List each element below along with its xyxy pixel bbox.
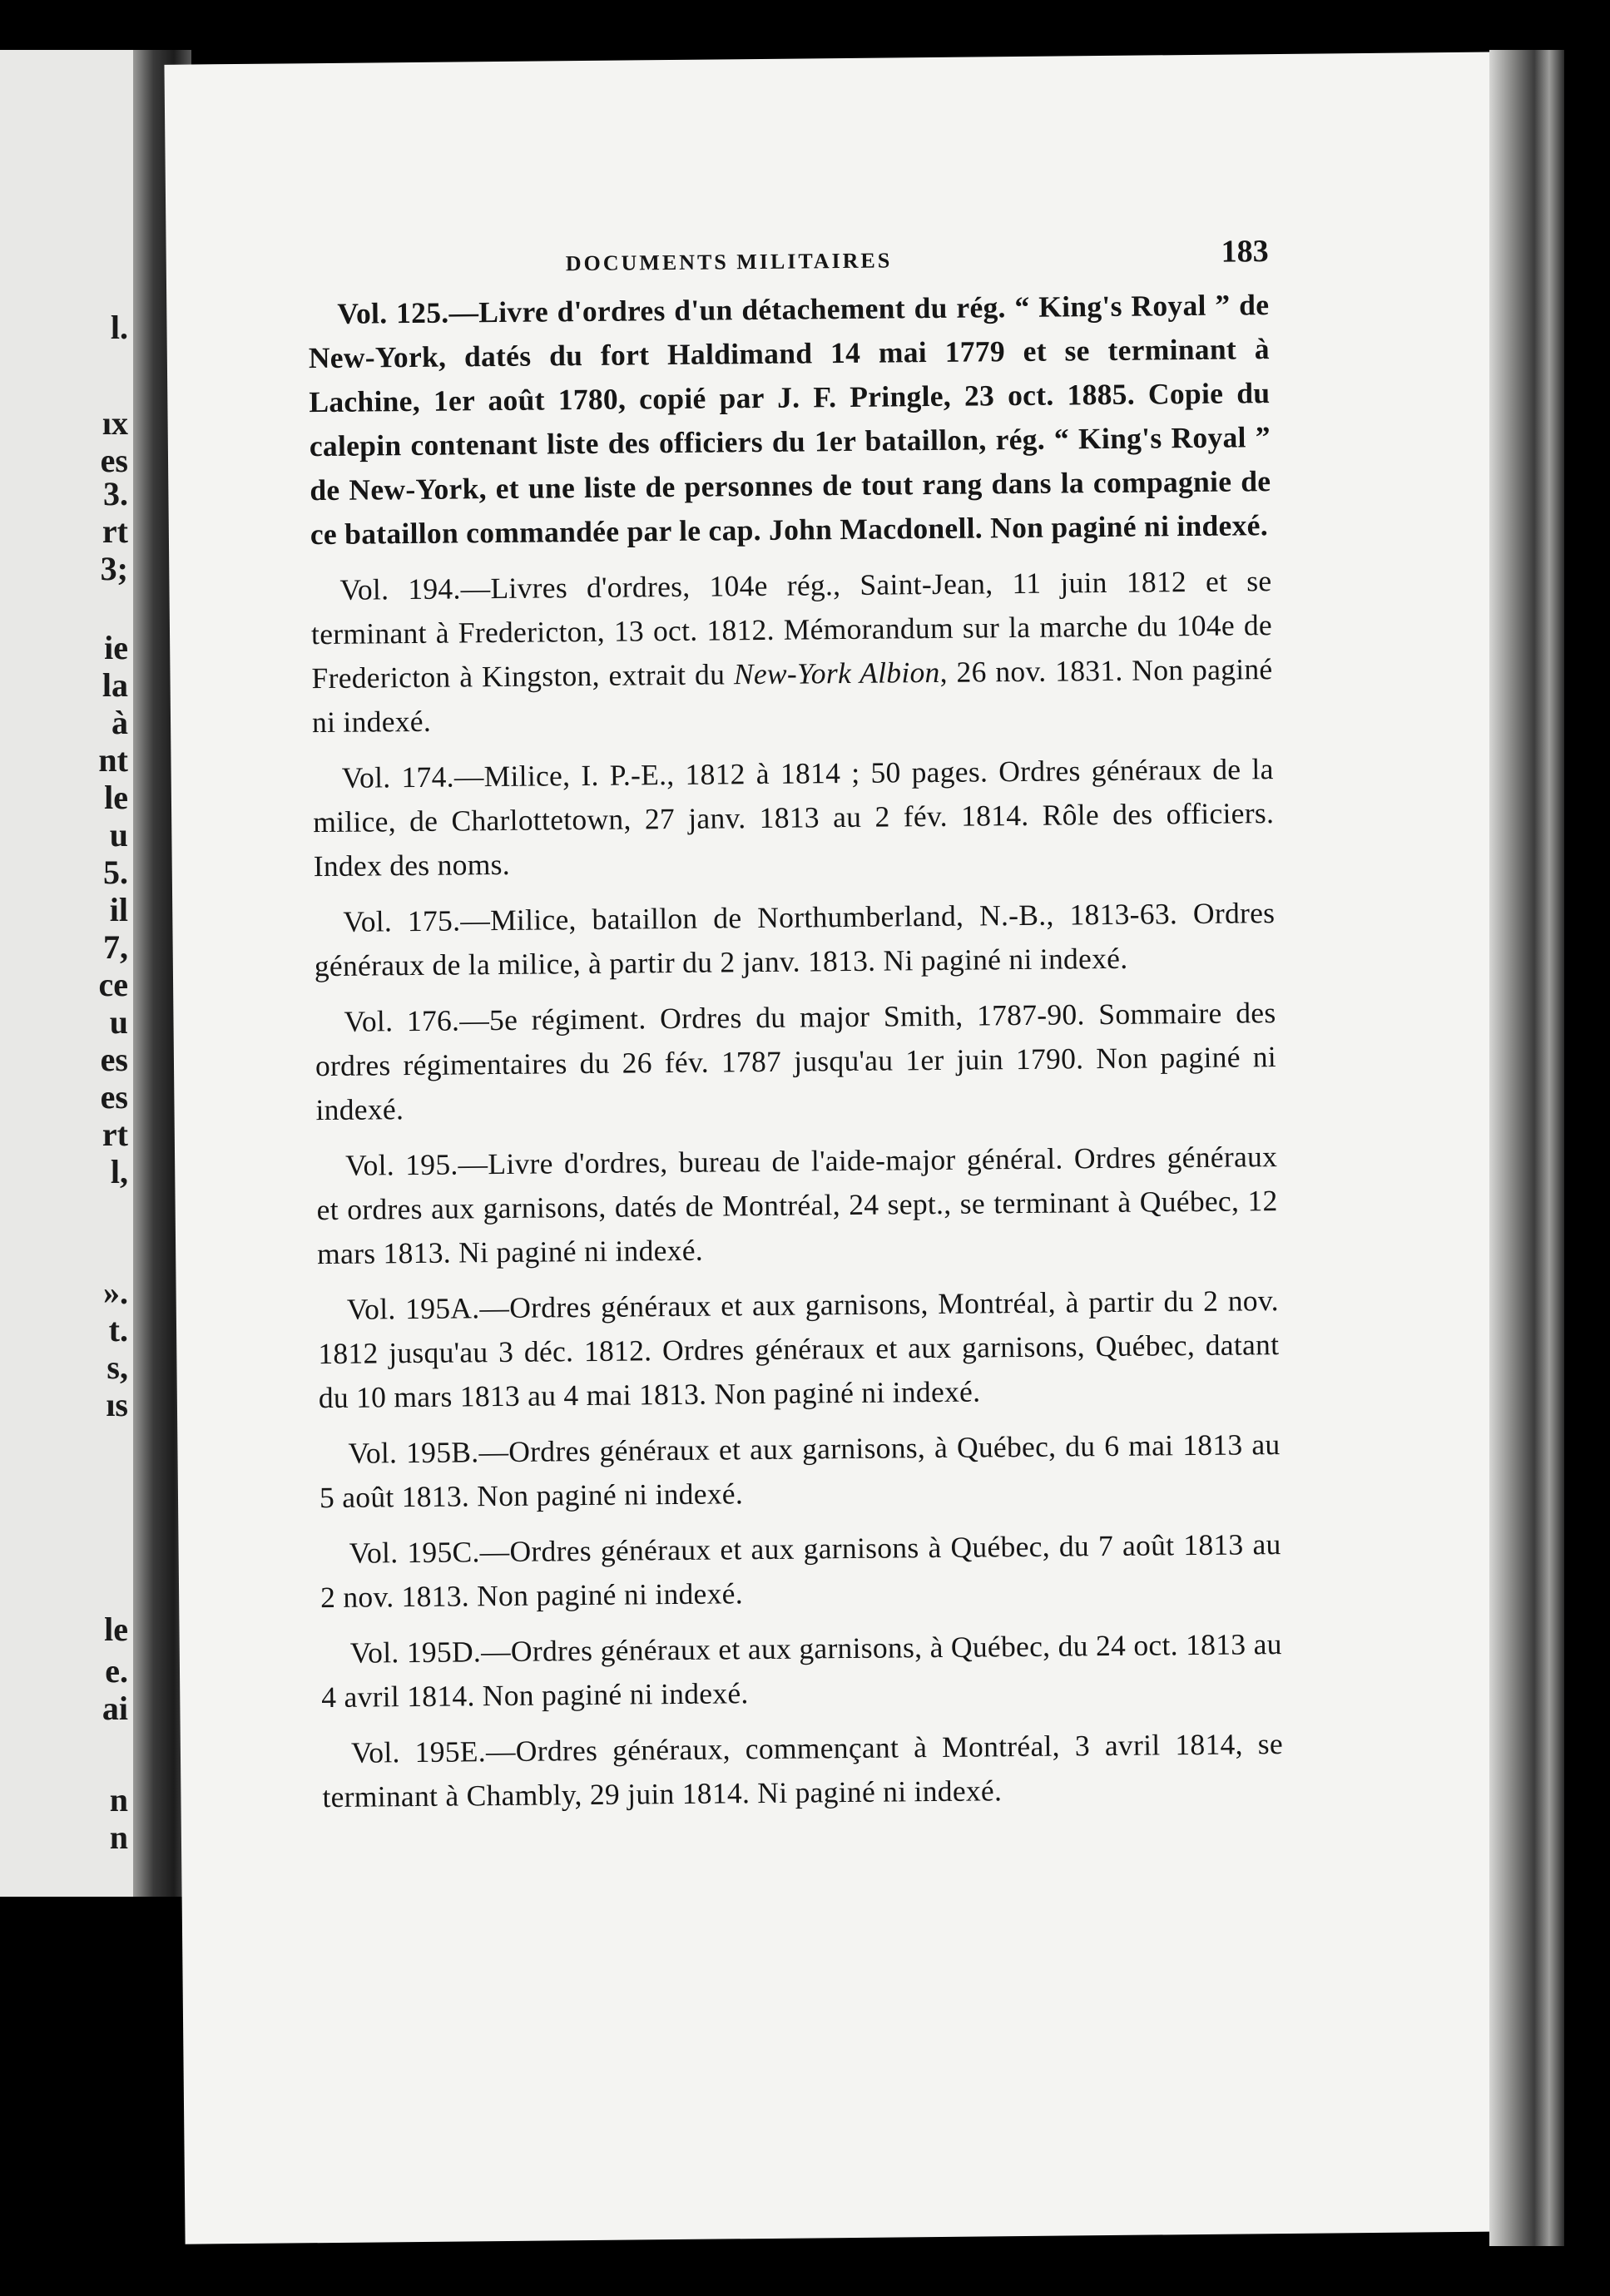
- left-page-fragment: es: [100, 1041, 128, 1078]
- left-page-fragment: ıs: [106, 1386, 128, 1423]
- left-page-fragment: 3;: [100, 550, 128, 587]
- entry-label: Vol. 195C.: [349, 1535, 480, 1570]
- left-page-fragment: le: [104, 779, 128, 816]
- entry-vol-195c: [320, 1522, 1281, 1620]
- entry-vol-195b: [319, 1423, 1281, 1520]
- page-183: [164, 52, 1533, 2244]
- entry-vol-174: [312, 747, 1274, 888]
- entry-vol-176: [315, 991, 1276, 1132]
- entry-vol-195d: [321, 1622, 1283, 1720]
- entry-label: Vol. 195A.: [346, 1291, 480, 1326]
- entry-label: Vol. 195E.: [350, 1734, 487, 1769]
- left-page-fragment: l,: [110, 1153, 128, 1190]
- entry-text: —Livre d'ordres, bureau de l'aide-major général. Ordres généraux et ordres aux garnisons, datés de Montréal, 24 sept., se terminant à Québec, 12 mars 1813. Ni paginé ni indexé.: [316, 1140, 1278, 1271]
- entry-text: —Ordres généraux et aux garnisons, Montréal, à partir du 2 nov. 1812 jusqu'au 3 déc. 1812. Ordres généraux et aux garnisons, Québec, datant du 10 mars 1813 au 4 mai 1813. Non paginé ni indexé.: [318, 1284, 1280, 1415]
- entry-label: Vol. 175.: [343, 903, 461, 938]
- entry-vol-125: [308, 283, 1271, 557]
- left-page-fragment: es: [100, 442, 128, 479]
- running-head: [308, 233, 1270, 292]
- left-page-fragment: u: [109, 816, 128, 854]
- left-page-fragment: la: [102, 666, 128, 704]
- left-page-fragment: e.: [105, 1652, 128, 1690]
- left-page-fragment: l.: [110, 309, 128, 346]
- left-page-fragment: ai: [102, 1690, 128, 1727]
- entry-text: , 26 nov. 1831. Non paginé ni indexé.: [311, 652, 1273, 740]
- left-page-fragment: s,: [107, 1348, 128, 1386]
- left-page-fragment: le: [104, 1611, 128, 1648]
- entry-label: Vol. 195D.: [349, 1635, 482, 1670]
- left-page-fragment: rt: [102, 512, 128, 550]
- entry-label: Vol. 176.: [344, 1003, 460, 1038]
- left-page-fragment: ie: [104, 629, 128, 666]
- entry-text: —Livres d'ordres, 104e rég., Saint-Jean, 11 juin 1812 et se terminant à Fredericton, 13 oct. 1812. Mémorandum sur la marche du 104e de Fredericton à Kingston, extrait du: [310, 564, 1273, 695]
- entry-label: Vol. 125.: [337, 295, 449, 330]
- entry-label: Vol. 195B.: [348, 1435, 479, 1470]
- left-page-fragment: à: [111, 704, 128, 741]
- entry-text: —Milice, I. P.-E., 1812 à 1814 ; 50 pages. Ordres généraux de la milice, de Charlottetown, 27 janv. 1813 au 2 fév. 1814. Rôle des officiers. Index des noms.: [313, 752, 1275, 883]
- left-page-fragment: es: [100, 1078, 128, 1116]
- entry-vol-195a: [318, 1279, 1280, 1420]
- entry-label: Vol. 195.: [344, 1147, 458, 1182]
- left-page-fragment: 3.: [103, 475, 128, 512]
- page-edge-stack: [1489, 50, 1564, 2246]
- left-page-fragment: 5.: [103, 854, 128, 891]
- entry-text: —5e régiment. Ordres du major Smith, 1787-90. Sommaire des ordres régimentaires du 26 fév. 1787 jusqu'au 1er juin 1790. Non paginé ni indexé.: [315, 996, 1277, 1127]
- entry-label: Vol. 174.: [341, 760, 455, 794]
- entry-vol-194: [310, 559, 1273, 745]
- left-page-fragment: t.: [108, 1311, 128, 1348]
- entry-italic-title: New-York Albion: [733, 655, 940, 691]
- left-page-fragment: ıx: [102, 404, 128, 442]
- entry-vol-195e: [322, 1722, 1284, 1819]
- left-page-fragment: n: [109, 1781, 128, 1818]
- entry-text: —Livre d'ordres d'un détachement du rég. “ King's Royal ” de New-York, datés du fort Haldimand 14 mai 1779 et se terminant à Lachine, 1er août 1780, copié par J. F. Pringle, 23 oct. 1885. Copie du calepin contenant liste des officiers du 1er bataillon, rég. “ King's Royal ” de New-York, et une liste de personnes de tout rang dans la compagnie de ce bataillon commandée par le cap. John Macdonell. Non paginé ni indexé.: [308, 288, 1271, 552]
- left-page-fragment: u: [109, 1003, 128, 1041]
- left-page-fragment: 7,: [103, 928, 128, 966]
- entry-text: —Ordres généraux, commençant à Montréal, 3 avril 1814, se terminant à Chambly, 29 juin 1814. Ni paginé ni indexé.: [322, 1727, 1284, 1814]
- entry-label: Vol. 194.: [339, 572, 461, 606]
- entry-text: —Milice, bataillon de Northumberland, N.-B., 1813-63. Ordres généraux de la milice, à partir du 2 janv. 1813. Ni paginé ni indexé.: [314, 896, 1276, 983]
- left-page-fragment: ce: [98, 966, 128, 1003]
- running-title: DOCUMENTS MILITAIRES: [565, 248, 893, 276]
- left-page-fragment: rt: [102, 1116, 128, 1153]
- entry-text: —Ordres généraux et aux garnisons, à Québec, du 6 mai 1813 au 5 août 1813. Non paginé ni indexé.: [319, 1428, 1281, 1515]
- entry-text: —Ordres généraux et aux garnisons, à Québec, du 24 oct. 1813 au 4 avril 1814. Non paginé ni indexé.: [321, 1627, 1282, 1715]
- left-page-fragment: ».: [103, 1274, 128, 1311]
- left-page-fragment: il: [109, 891, 128, 928]
- page-number: 183: [1221, 234, 1269, 270]
- left-page-fragment: nt: [98, 741, 128, 779]
- left-page-fragment: n: [109, 1818, 128, 1856]
- left-page-text-fragments: [0, 50, 133, 1897]
- entry-vol-175: [314, 891, 1276, 988]
- entry-text: —Ordres généraux et aux garnisons à Québec, du 7 août 1813 au 2 nov. 1813. Non paginé ni indexé.: [320, 1527, 1281, 1615]
- page-content: [308, 233, 1284, 1831]
- entry-vol-195: [316, 1135, 1278, 1276]
